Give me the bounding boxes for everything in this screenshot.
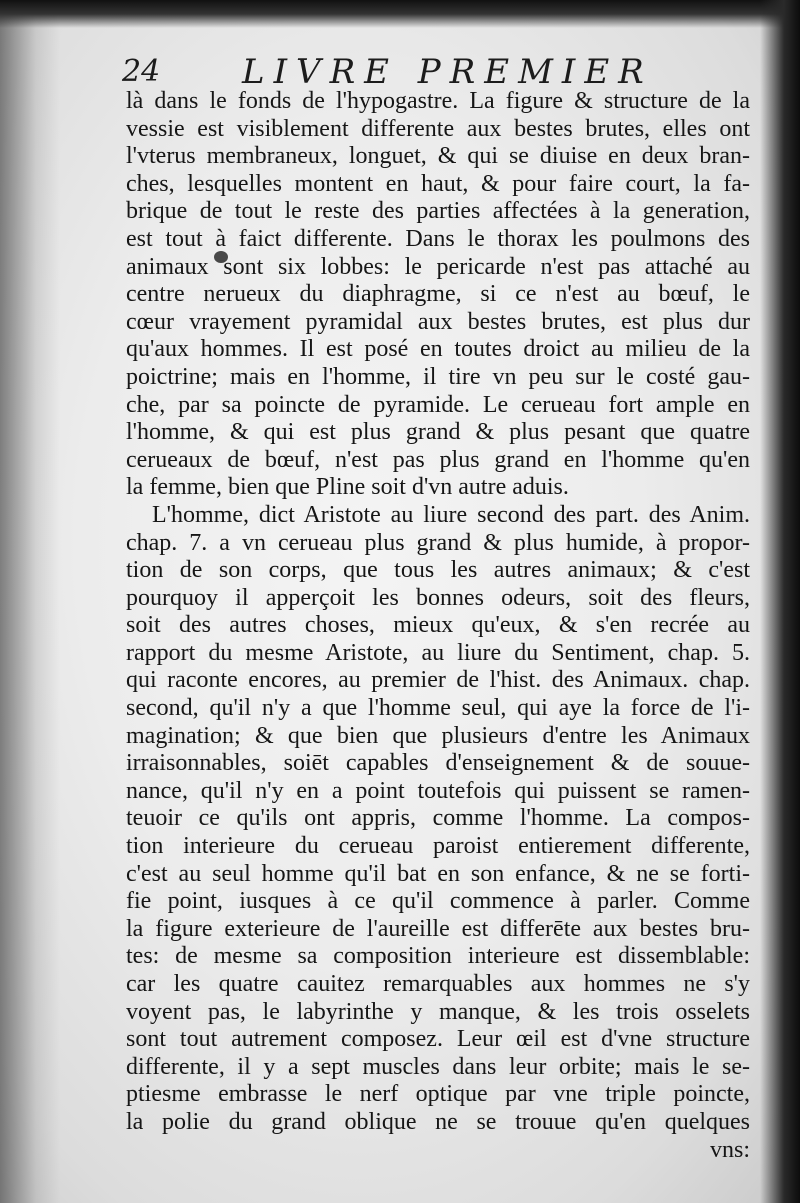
text-line: centre nerueux du diaphragme, si ce n'est au bœuf, le [126, 281, 750, 308]
text-line: là dans le fonds de l'hypogastre. La figure & structure de la [126, 88, 750, 114]
text-line: che, par sa poincte de pyramide. Le cerueau fort ample en [126, 391, 750, 418]
text-line: sont tout autrement composez. Leur œil est d'vne structure [126, 1026, 750, 1053]
text-line: car les quatre cauitez remarquables aux hommes ne s'y [126, 971, 750, 997]
page-number: 24 [122, 54, 161, 89]
text-line: qu'aux hommes. Il est posé en toutes droict au milieu de la [126, 336, 750, 363]
page-right-edge [760, 0, 800, 1203]
text-line: tes: de mesme sa composition interieure est dissemblable: [126, 943, 750, 970]
text-line: ches, lesquelles montent en haut, & pour faire court, la fa- [126, 170, 750, 197]
text-line: brique de tout le reste des parties affectées à la generation, [126, 198, 750, 225]
text-line: la polie du grand oblique ne se trouue qu'en quelques [126, 1108, 750, 1135]
text-line: fie point, iusques à ce qu'il commence à parler. Comme [126, 888, 750, 915]
text-line: tion de son corps, que tous les autres animaux; & c'est [126, 557, 750, 584]
text-line: pourquoy il apperçoit les bonnes odeurs, soit des fleurs, [126, 584, 750, 611]
text-line: l'homme, & qui est plus grand & plus pesant que quatre [126, 419, 750, 446]
text-line: l'vterus membraneux, longuet, & qui se diuise en deux bran- [126, 143, 750, 170]
text-line: ptiesme embrasse le nerf optique par vne triple poincte, [126, 1081, 750, 1108]
text-line: differente, il y a sept muscles dans leur orbite; mais le se- [126, 1053, 750, 1080]
text-line: irraisonnables, soiēt capables d'enseignement & de souue- [126, 750, 750, 777]
text-line: la femme, bien que Pline soit d'vn autre aduis. [126, 474, 569, 501]
page-header [122, 52, 762, 92]
text-line: rapport du mesme Aristote, au liure du Sentiment, chap. 5. [126, 639, 750, 666]
text-line: cerueaux de bœuf, n'est pas plus grand en l'homme qu'en [126, 446, 750, 473]
text-line: c'est au seul homme qu'il bat en son enfance, & ne se forti- [126, 860, 750, 887]
text-line: L'homme, dict Aristote au liure second des part. des Anim. [152, 501, 750, 528]
running-title: LIVRE PREMIER [242, 52, 653, 92]
text-line: animaux sont six lobbes: le pericarde n'est pas attaché au [126, 253, 750, 280]
text-line: cœur vrayement pyramidal aux bestes brutes, est plus dur [126, 308, 750, 335]
text-line: qui raconte encores, au premier de l'hist. des Animaux. chap. [126, 667, 750, 694]
text-line: poictrine; mais en l'homme, il tire vn peu sur le costé gau- [126, 363, 750, 390]
binding-shadow [0, 0, 60, 1203]
text-line: soit des autres choses, mieux qu'eux, & s'en recrée au [126, 612, 750, 639]
text-line: chap. 7. a vn cerueau plus grand & plus humide, à propor- [126, 529, 750, 556]
text-line: voyent pas, le labyrinthe y manque, & les trois osselets [126, 998, 750, 1025]
text-line: la figure exterieure de l'aureille est differēte aux bestes bru- [126, 915, 750, 942]
page-top-edge [0, 0, 800, 28]
text-line: est tout à faict differente. Dans le thorax les poulmons des [126, 225, 750, 252]
text-line: vessie est visiblement differente aux bestes brutes, elles ont [126, 115, 750, 142]
text-line: magination; & que bien que plusieurs d'entre les Animaux [126, 722, 750, 749]
text-line: nance, qu'il n'y en a point toutefois qui puissent se ramen- [126, 777, 750, 804]
catchword: vns: [709, 1136, 750, 1163]
text-line: second, qu'il n'y a que l'homme seul, qui aye la force de l'i- [126, 695, 750, 722]
text-line: teuoir ce qu'ils ont appris, comme l'homme. La compos- [126, 805, 750, 832]
text-line: tion interieure du cerueau paroist entierement differente, [126, 833, 750, 860]
body-text [126, 88, 750, 1164]
